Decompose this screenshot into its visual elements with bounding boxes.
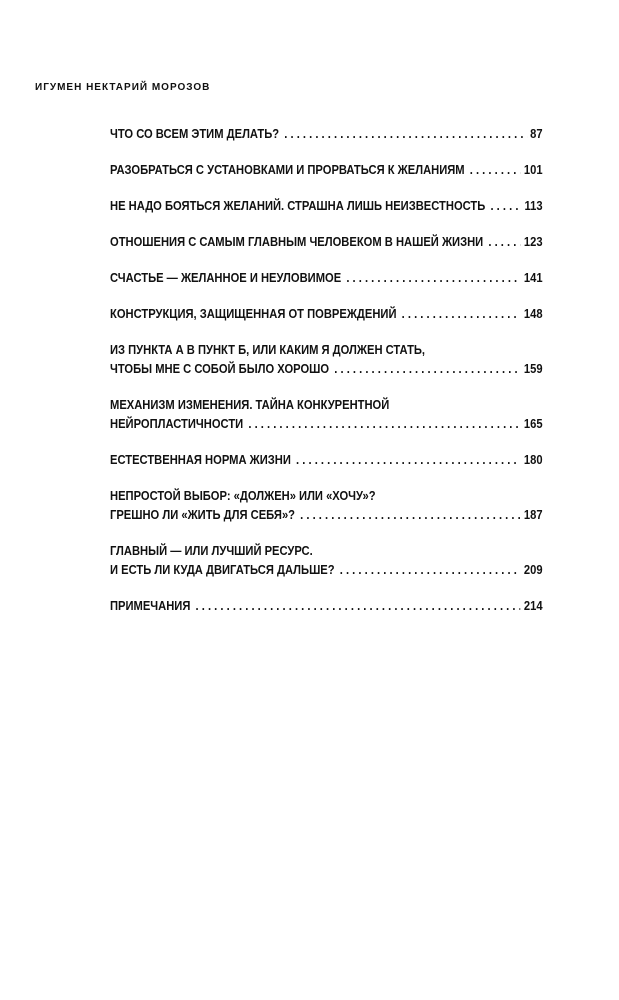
toc-line (110, 359, 543, 378)
toc-line (110, 395, 543, 414)
toc-page-number: 113 (524, 198, 543, 213)
toc-title: ЧТО СО ВСЕМ ЭТИМ ДЕЛАТЬ? (110, 126, 280, 141)
toc-entry[interactable] (110, 541, 543, 579)
toc-entry[interactable] (110, 304, 543, 323)
toc-title: ЧТОБЫ МНЕ С СОБОЙ БЫЛО ХОРОШО (110, 361, 330, 376)
toc-page-number: 123 (523, 234, 543, 249)
toc-entry[interactable] (110, 450, 543, 469)
toc-line (110, 160, 543, 179)
toc-entry[interactable] (110, 395, 543, 433)
toc-title: НЕЙРОПЛАСТИЧНОСТИ (110, 416, 244, 431)
toc-entry[interactable] (110, 486, 543, 524)
toc-leader-dots (284, 124, 526, 143)
toc-title: ПРИМЕЧАНИЯ (110, 598, 191, 613)
toc-line (110, 505, 543, 524)
toc-page-number: 148 (523, 306, 543, 321)
toc-leader-dots (402, 304, 521, 323)
toc-leader-dots (470, 160, 521, 179)
toc-line (110, 560, 543, 579)
toc-title: МЕХАНИЗМ ИЗМЕНЕНИЯ. ТАЙНА КОНКУРЕНТНОЙ (110, 397, 390, 412)
toc-line (110, 414, 543, 433)
toc-leader-dots (334, 359, 520, 378)
toc-page-number: 187 (523, 507, 543, 522)
toc-entry[interactable] (110, 160, 543, 179)
toc-line (110, 340, 543, 359)
toc-line (110, 124, 543, 143)
toc-title: ЕСТЕСТВЕННАЯ НОРМА ЖИЗНИ (110, 452, 291, 467)
toc-page-number: 209 (523, 562, 543, 577)
toc-page-number: 141 (523, 270, 543, 285)
toc-entry[interactable] (110, 596, 543, 615)
toc-leader-dots (248, 414, 520, 433)
toc-page-number: 101 (523, 162, 543, 177)
toc-leader-dots (490, 196, 521, 215)
toc-leader-dots (340, 560, 521, 579)
toc-line (110, 450, 543, 469)
toc-entry[interactable] (110, 340, 543, 378)
toc-entry[interactable] (110, 124, 543, 143)
table-of-contents (110, 124, 543, 632)
toc-line (110, 596, 543, 615)
toc-page-number: 87 (530, 126, 543, 141)
toc-title: РАЗОБРАТЬСЯ С УСТАНОВКАМИ И ПРОРВАТЬСЯ К ЖЕЛАНИЯМ (110, 162, 465, 177)
toc-entry[interactable] (110, 196, 543, 215)
toc-line (110, 304, 543, 323)
toc-line (110, 232, 543, 251)
toc-entry[interactable] (110, 268, 543, 287)
toc-line (110, 268, 543, 287)
toc-page-number: 180 (523, 452, 543, 467)
toc-leader-dots (346, 268, 520, 287)
toc-title: НЕПРОСТОЙ ВЫБОР: «ДОЛЖЕН» ИЛИ «ХОЧУ»? (110, 488, 376, 503)
toc-leader-dots (300, 505, 520, 524)
toc-title: КОНСТРУКЦИЯ, ЗАЩИЩЕННАЯ ОТ ПОВРЕЖДЕНИЙ (110, 306, 397, 321)
toc-leader-dots (196, 596, 521, 615)
toc-page-number: 159 (523, 361, 543, 376)
toc-entry[interactable] (110, 232, 543, 251)
running-head: ИГУМЕН НЕКТАРИЙ МОРОЗОВ (35, 82, 211, 93)
toc-leader-dots (296, 450, 520, 469)
toc-title: СЧАСТЬЕ — ЖЕЛАННОЕ И НЕУЛОВИМОЕ (110, 270, 342, 285)
toc-title: ИЗ ПУНКТА А В ПУНКТ Б, ИЛИ КАКИМ Я ДОЛЖЕН СТАТЬ, (110, 342, 426, 357)
toc-title: НЕ НАДО БОЯТЬСЯ ЖЕЛАНИЙ. СТРАШНА ЛИШЬ НЕИЗВЕСТНОСТЬ (110, 198, 486, 213)
toc-page-number: 165 (523, 416, 543, 431)
toc-line (110, 486, 543, 505)
toc-title: ГРЕШНО ЛИ «ЖИТЬ ДЛЯ СЕБЯ»? (110, 507, 296, 522)
toc-line (110, 196, 543, 215)
toc-title: И ЕСТЬ ЛИ КУДА ДВИГАТЬСЯ ДАЛЬШЕ? (110, 562, 335, 577)
toc-leader-dots (488, 232, 520, 251)
toc-title: ОТНОШЕНИЯ С САМЫМ ГЛАВНЫМ ЧЕЛОВЕКОМ В НАШЕЙ ЖИЗНИ (110, 234, 484, 249)
toc-line (110, 541, 543, 560)
toc-page-number: 214 (523, 598, 543, 613)
toc-title: ГЛАВНЫЙ — ИЛИ ЛУЧШИЙ РЕСУРС. (110, 543, 313, 558)
